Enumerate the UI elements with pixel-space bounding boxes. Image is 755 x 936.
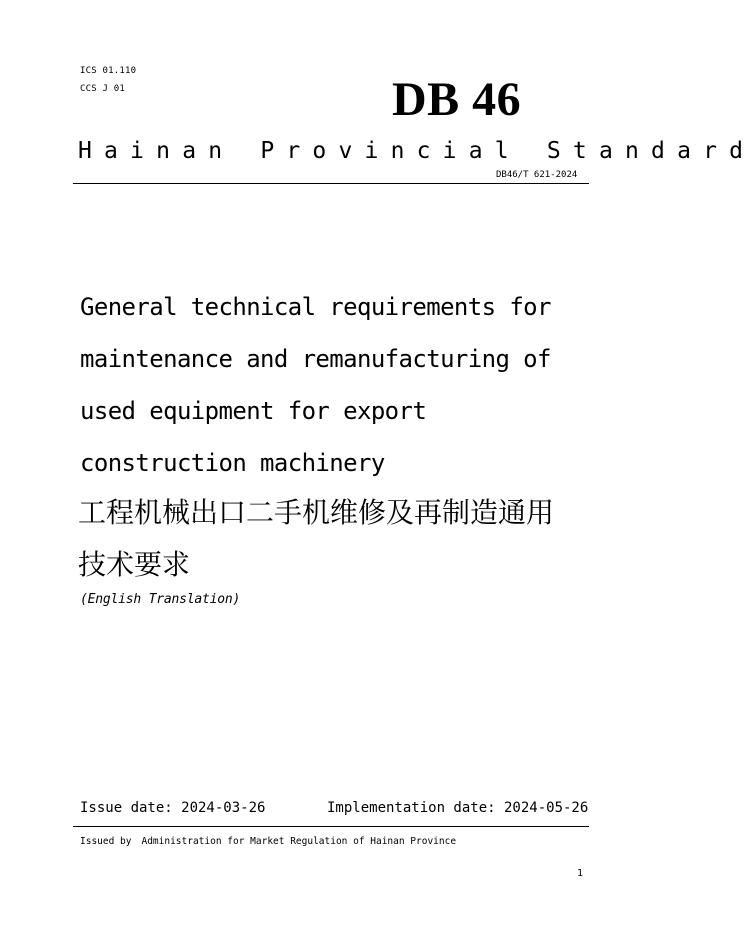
issued-by-line [80,836,456,847]
ics-code: ICS 01.110 [80,66,137,76]
issuer-name: Administration for Market Regulation of Hainan Province [141,836,457,847]
page-number: 1 [577,868,584,879]
footer-divider [73,826,589,827]
english-title-line-3: used equipment for export [80,397,427,425]
implementation-date: Implementation date: 2024-05-26 [327,800,589,816]
translation-note: (English Translation) [80,592,241,607]
english-title [80,281,590,489]
english-title-line-4: construction machinery [80,449,385,477]
chinese-title-line-2: 技术要求 [78,548,191,581]
chinese-title-line-1: 工程机械出口二手机维修及再制造通用 [78,496,555,529]
provincial-standard-heading: Hainan Provincial Standard [78,138,755,164]
header-divider [73,183,589,184]
chinese-title [78,487,590,591]
db-standard-mark: DB 46 [392,73,522,126]
issued-by-label: Issued by [80,836,132,847]
english-title-line-2: maintenance and remanufacturing of [80,345,551,373]
english-title-line-1: General technical requirements for [80,293,551,321]
issue-date: Issue date: 2024-03-26 [80,800,266,816]
ccs-code: CCS J 01 [80,84,125,94]
standard-number: DB46/T 621-2024 [496,170,578,180]
